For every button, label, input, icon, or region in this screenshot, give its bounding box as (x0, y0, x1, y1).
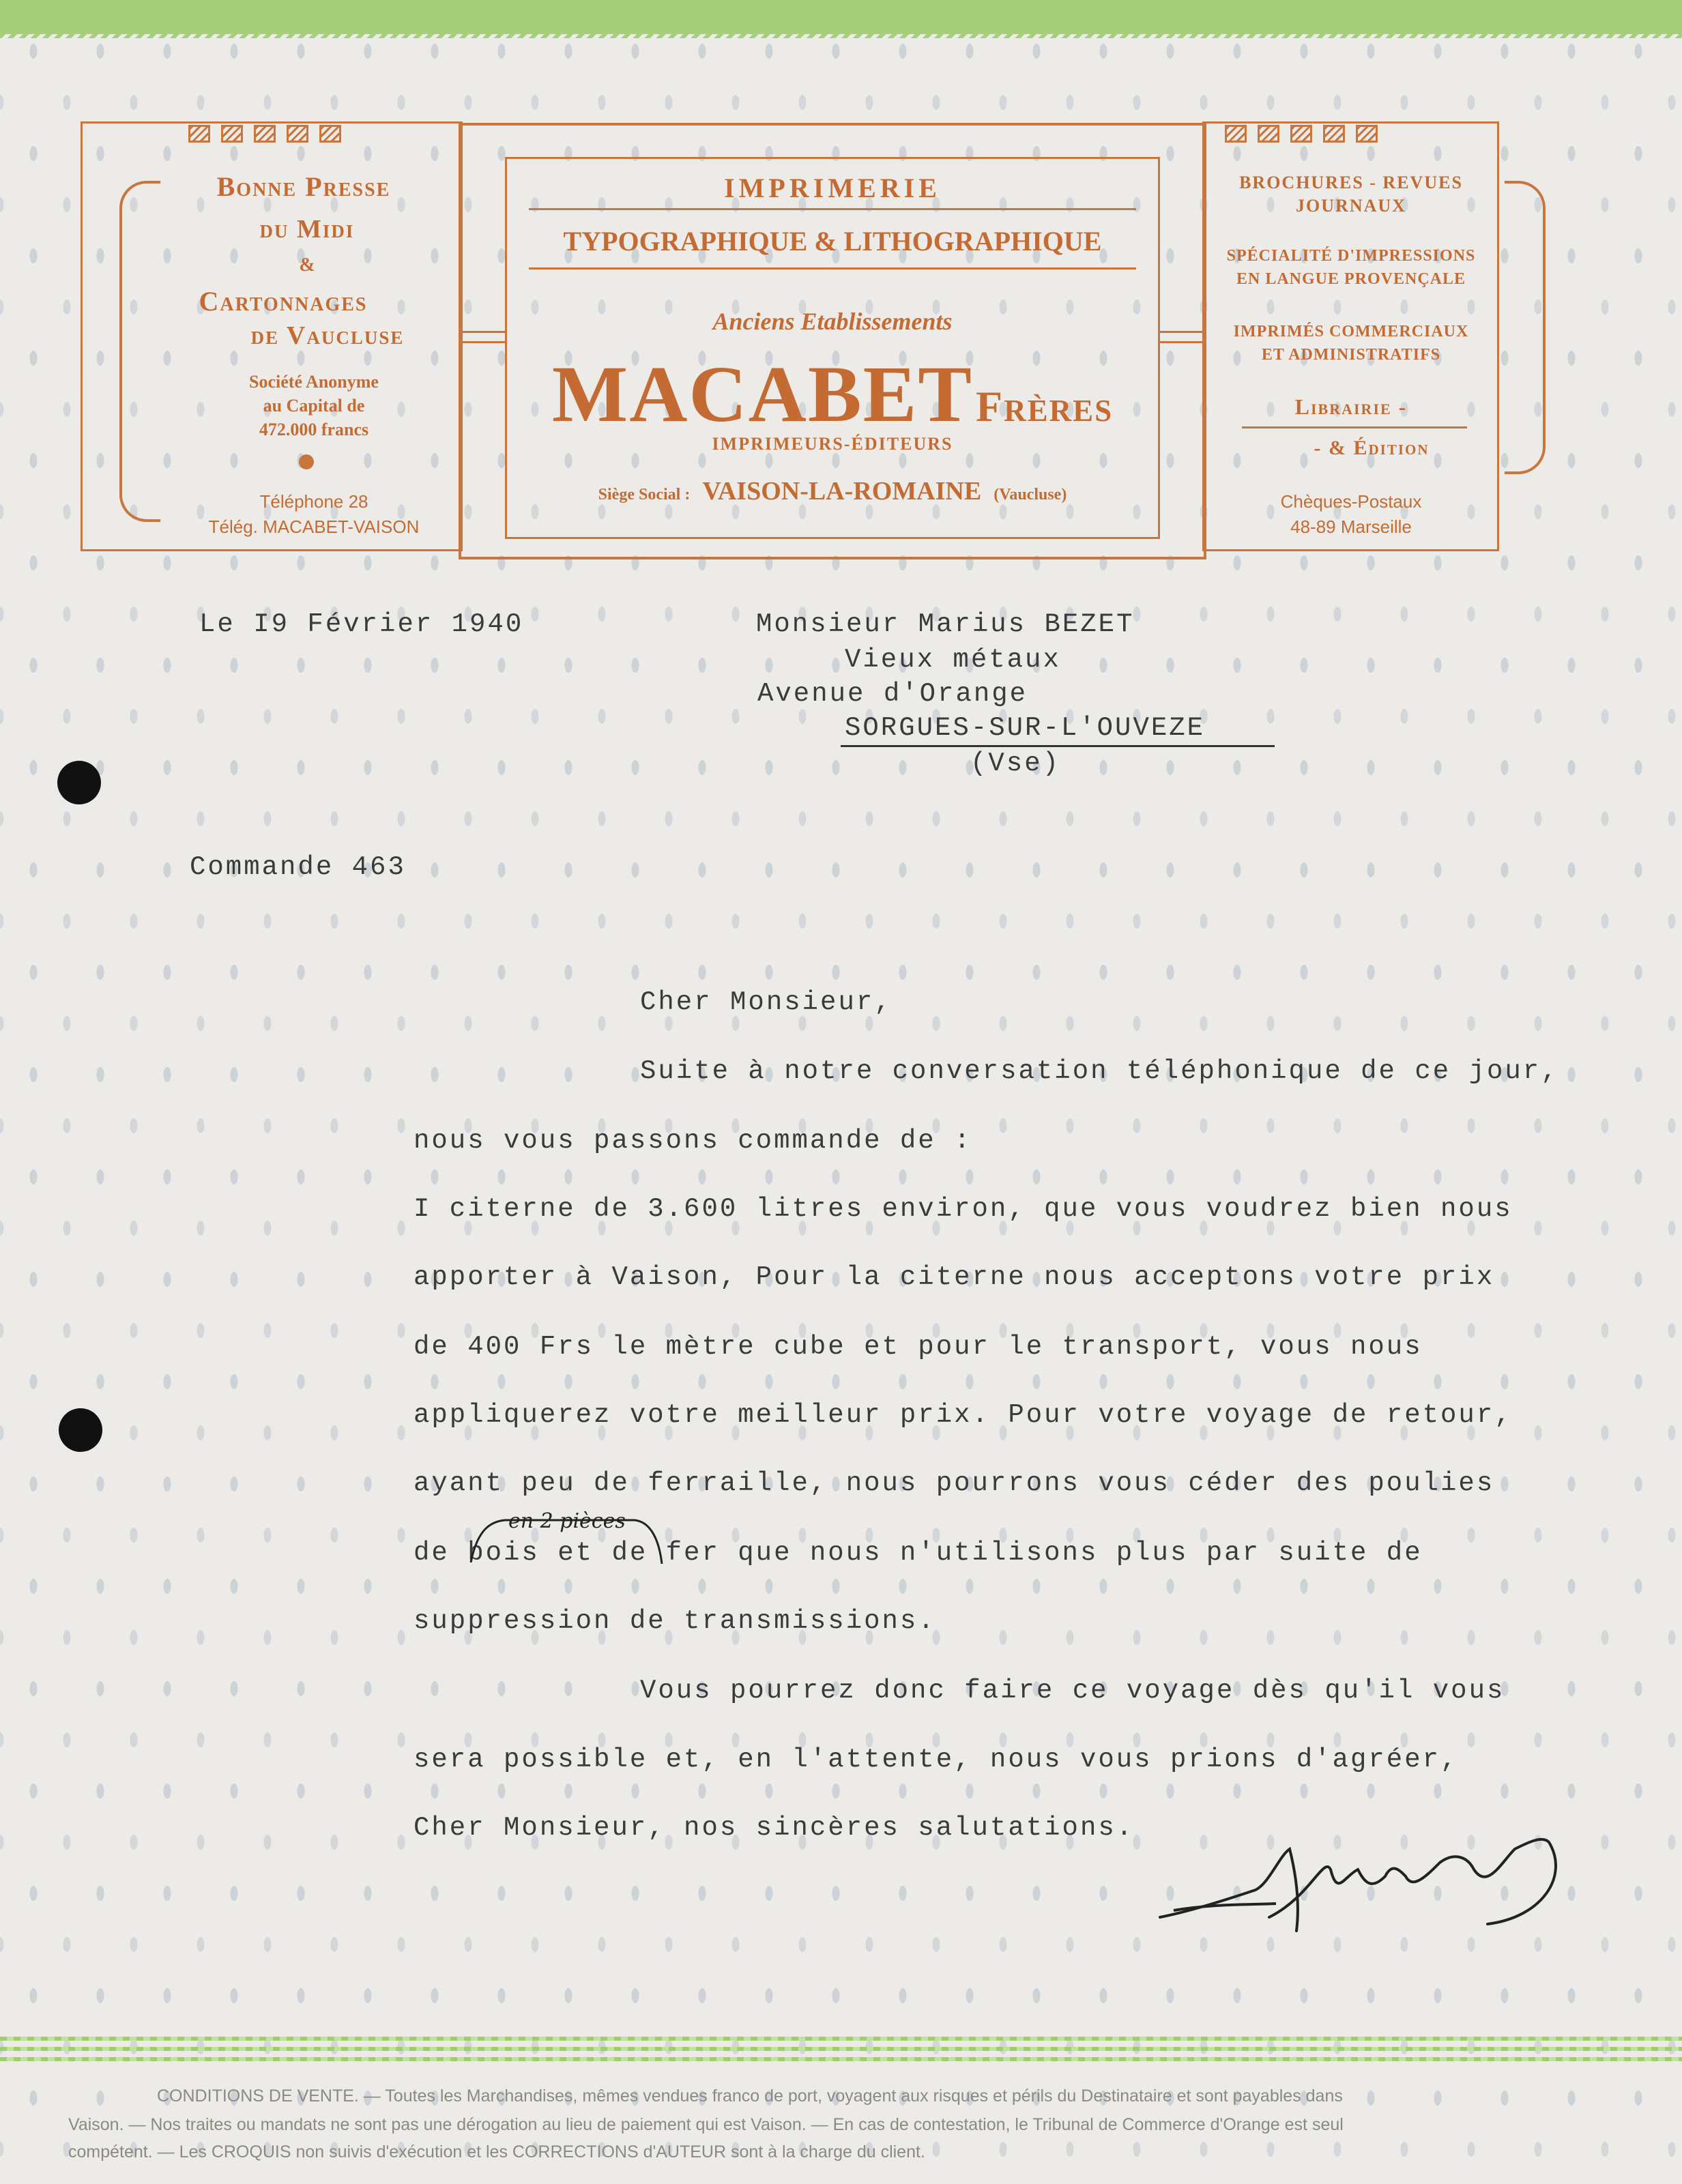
punch-hole-top (57, 761, 101, 804)
body-line-2: nous vous passons commande de : (414, 1126, 972, 1156)
left-title-5: de Vaucluse (250, 321, 405, 350)
letter-date: Le I9 Février 1940 (199, 609, 524, 639)
body-line-12: Cher Monsieur, nos sincères salutations. (414, 1813, 1135, 1843)
body-line-3: I citerne de 3.600 litres environ, que vous voudrez bien nous (414, 1194, 1513, 1224)
right-rule (1242, 426, 1467, 428)
decorative-squares-right (1225, 125, 1378, 143)
left-title-2: du Midi (259, 215, 355, 244)
punch-hole-bottom (59, 1408, 102, 1452)
footer-conditions-2: Vaison. — Nos traites ou mandats ne sont pas une dérogation au lieu de paiement qui est Vaison. — En cas de contestation, le Tribunal de Commerce d'Orange est seul (68, 2115, 1344, 2134)
center-company-name (505, 348, 1160, 441)
body-line-8: de bois et de fer que nous n'utilisons plus par suite de (414, 1538, 1423, 1568)
body-line-5: de 400 Frs le mètre cube et pour le transport, vous nous (414, 1332, 1423, 1362)
seat-city: VAISON-LA-ROMAINE (702, 477, 982, 506)
top-green-band (0, 0, 1682, 34)
left-dot (299, 454, 314, 469)
decorative-squares-left (188, 125, 341, 143)
left-company-2: au Capital de (263, 396, 365, 416)
body-line-4: apporter à Vaison, Pour la citerne nous acceptons votre prix (414, 1262, 1495, 1292)
footer-stripe-1 (0, 2037, 1682, 2041)
center-seat (505, 476, 1160, 506)
footer-stripe-3 (0, 2057, 1682, 2061)
right-postal-2: 48-89 Marseille (1290, 516, 1412, 537)
recipient-city-underline (841, 745, 1275, 747)
seat-label: Siège Social : (598, 486, 691, 504)
center-side-rule-left (459, 331, 505, 333)
right-line-4: EN LANGUE PROVENÇALE (1236, 270, 1466, 288)
left-company-1: Société Anonyme (249, 372, 379, 392)
left-company-3: 472.000 francs (259, 420, 369, 439)
company-name-suffix: Frères (975, 382, 1114, 431)
body-line-7: ayant peu de ferraille, nous pourrons vous céder des poulies (414, 1468, 1495, 1498)
left-title-4: Cartonnages (199, 286, 368, 317)
center-side-rule-right-2 (1160, 341, 1206, 343)
left-title-1: Bonne Presse (216, 171, 391, 202)
body-line-1: Suite à notre conversation téléphonique de ce jour, (640, 1056, 1559, 1086)
left-phone: Téléphone 28 (259, 491, 368, 512)
center-side-rule-right (1160, 331, 1206, 333)
seat-dept: (Vaucluse) (994, 486, 1067, 504)
body-line-6: appliquerez votre meilleur prix. Pour votre voyage de retour, (414, 1400, 1513, 1430)
right-bracket (1505, 181, 1546, 474)
left-telegram: Télég. MACABET-VAISON (208, 516, 420, 537)
right-line-8: - & Édition (1314, 437, 1430, 459)
recipient-line-2: Vieux métaux (845, 645, 1061, 675)
company-name-main: MACABET (551, 349, 973, 439)
body-line-9: suppression de transmissions. (414, 1606, 936, 1636)
recipient-line-1: Monsieur Marius BEZET (756, 609, 1135, 639)
footer-stripe-2 (0, 2047, 1682, 2051)
insert-caret (464, 1515, 669, 1569)
center-anciens: Anciens Etablissements (712, 308, 953, 335)
center-imprimerie: IMPRIMERIE (724, 173, 941, 203)
order-reference: Commande 463 (190, 852, 406, 882)
salutation: Cher Monsieur, (640, 987, 893, 1017)
right-line-3: SPÉCIALITÉ D'IMPRESSIONS (1226, 247, 1476, 265)
footer-conditions-3: compétent. — Les CROQUIS non suivis d'exécution et les CORRECTIONS d'AUTEUR sont à la charge du client. (68, 2142, 925, 2161)
center-side-rule-left-2 (459, 341, 505, 343)
right-line-6: ET ADMINISTRATIFS (1261, 346, 1441, 364)
footer-conditions-1: CONDITIONS DE VENTE. — Toutes les Marchandises, mêmes vendues franco de port, voyagent aux risques et périls du Destinataire et sont payables dans (157, 2086, 1343, 2106)
center-rule-1 (529, 208, 1136, 210)
body-line-10: Vous pourrez donc faire ce voyage dès qu'il vous (640, 1676, 1505, 1706)
recipient-line-5: (Vse) (970, 748, 1061, 778)
center-typographique: TYPOGRAPHIQUE & LITHOGRAPHIQUE (563, 226, 1102, 257)
right-line-1: BROCHURES - REVUES (1239, 173, 1463, 192)
center-imprimeurs: IMPRIMEURS-ÉDITEURS (712, 434, 953, 454)
recipient-line-4: SORGUES-SUR-L'OUVEZE (845, 713, 1206, 743)
left-title-3: & (299, 254, 315, 276)
center-rule-2 (529, 267, 1136, 270)
left-bracket (119, 181, 160, 522)
right-line-7: Librairie - (1294, 394, 1408, 419)
right-postal-1: Chèques-Postaux (1280, 491, 1422, 512)
right-line-5: IMPRIMÉS COMMERCIAUX (1233, 323, 1469, 340)
recipient-line-3: Avenue d'Orange (757, 679, 1028, 709)
handwritten-insert: en 2 pièces (508, 1509, 626, 1533)
body-line-11: sera possible et, en l'attente, nous vous prions d'agréer, (414, 1745, 1459, 1775)
signature (1133, 1815, 1569, 1951)
right-line-2: JOURNAUX (1296, 196, 1406, 216)
